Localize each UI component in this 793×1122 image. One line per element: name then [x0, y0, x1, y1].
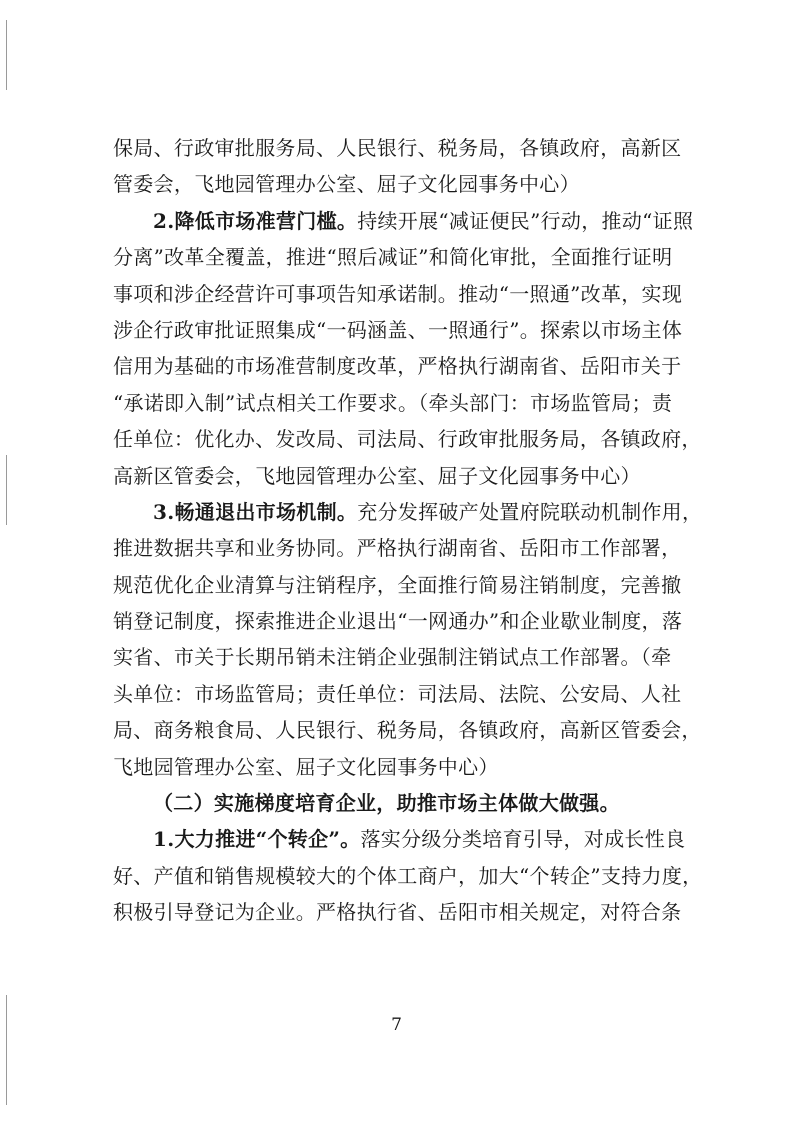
- body-line: 销登记制度，探索推进企业退出“一网通办”和企业歇业制度，落: [113, 609, 683, 634]
- document-body: [113, 130, 713, 931]
- body-line: 信用为基础的市场准营制度改革，严格执行湖南省、岳阳市关于: [113, 354, 682, 379]
- body-line: 管委会，飞地园管理办公室、屈子文化园事务中心）: [113, 172, 580, 197]
- item-heading: 1.大力推进“个转企”。: [153, 827, 361, 852]
- item-heading: 2.降低市场准营门槛。: [153, 208, 358, 233]
- body-line: 实省、市关于长期吊销未注销企业强制注销试点工作部署。（牵: [113, 645, 672, 670]
- section-heading: （二）实施梯度培育企业，助推市场主体做大做强。: [153, 791, 620, 816]
- body-line: 飞地园管理办公室、屈子文化园事务中心）: [113, 754, 499, 779]
- body-line: 局、商务粮食局、人民银行、税务局，各镇政府，高新区管委会，: [113, 718, 702, 743]
- body-line: 推进数据共享和业务协同。严格执行湖南省、岳阳市工作部署，: [113, 536, 682, 561]
- body-line: 积极引导登记为企业。严格执行省、岳阳市相关规定，对符合条: [113, 900, 682, 925]
- body-line: “承诺即入制”试点相关工作要求。（牵头部门：市场监管局；责: [113, 390, 673, 415]
- item-heading-line: 2.降低市场准营门槛。持续开展“减证便民”行动，推动“证照: [153, 208, 694, 233]
- body-line: 保局、行政审批服务局、人民银行、税务局，各镇政府，高新区: [113, 136, 682, 160]
- body-line: 事项和涉企经营许可事项告知承诺制。推动“一照通”改革，实现: [113, 281, 683, 306]
- scan-margin-mark: [6, 20, 7, 90]
- body-line: 规范优化企业清算与注销程序，全面推行简易注销制度，完善撤: [113, 572, 682, 597]
- item-heading: 3.畅通退出市场机制。: [153, 499, 358, 524]
- item-heading-line: 1.大力推进“个转企”。落实分级分类培育引导，对成长性良: [153, 827, 686, 852]
- body-line: 涉企行政审批证照集成“一码涵盖、一照通行”。探索以市场主体: [113, 317, 683, 342]
- scan-margin-mark: [6, 455, 7, 525]
- body-line: 任单位：优化办、发改局、司法局、行政审批服务局，各镇政府，: [113, 427, 702, 452]
- item-heading-line: 3.畅通退出市场机制。充分发挥破产处置府院联动机制作用，: [153, 499, 703, 524]
- body-line: 分离”改革全覆盖，推进“照后减证”和简化审批，全面推行证明: [113, 245, 673, 270]
- page-number: 7: [391, 1015, 402, 1035]
- body-line: 好、产值和销售规模较大的个体工商户，加大“个转企”支持力度，: [113, 863, 703, 888]
- body-line: 高新区管委会，飞地园管理办公室、屈子文化园事务中心）: [113, 463, 641, 488]
- body-line: 头单位：市场监管局；责任单位：司法局、法院、公安局、人社: [113, 681, 682, 706]
- scan-margin-mark: [6, 995, 7, 1105]
